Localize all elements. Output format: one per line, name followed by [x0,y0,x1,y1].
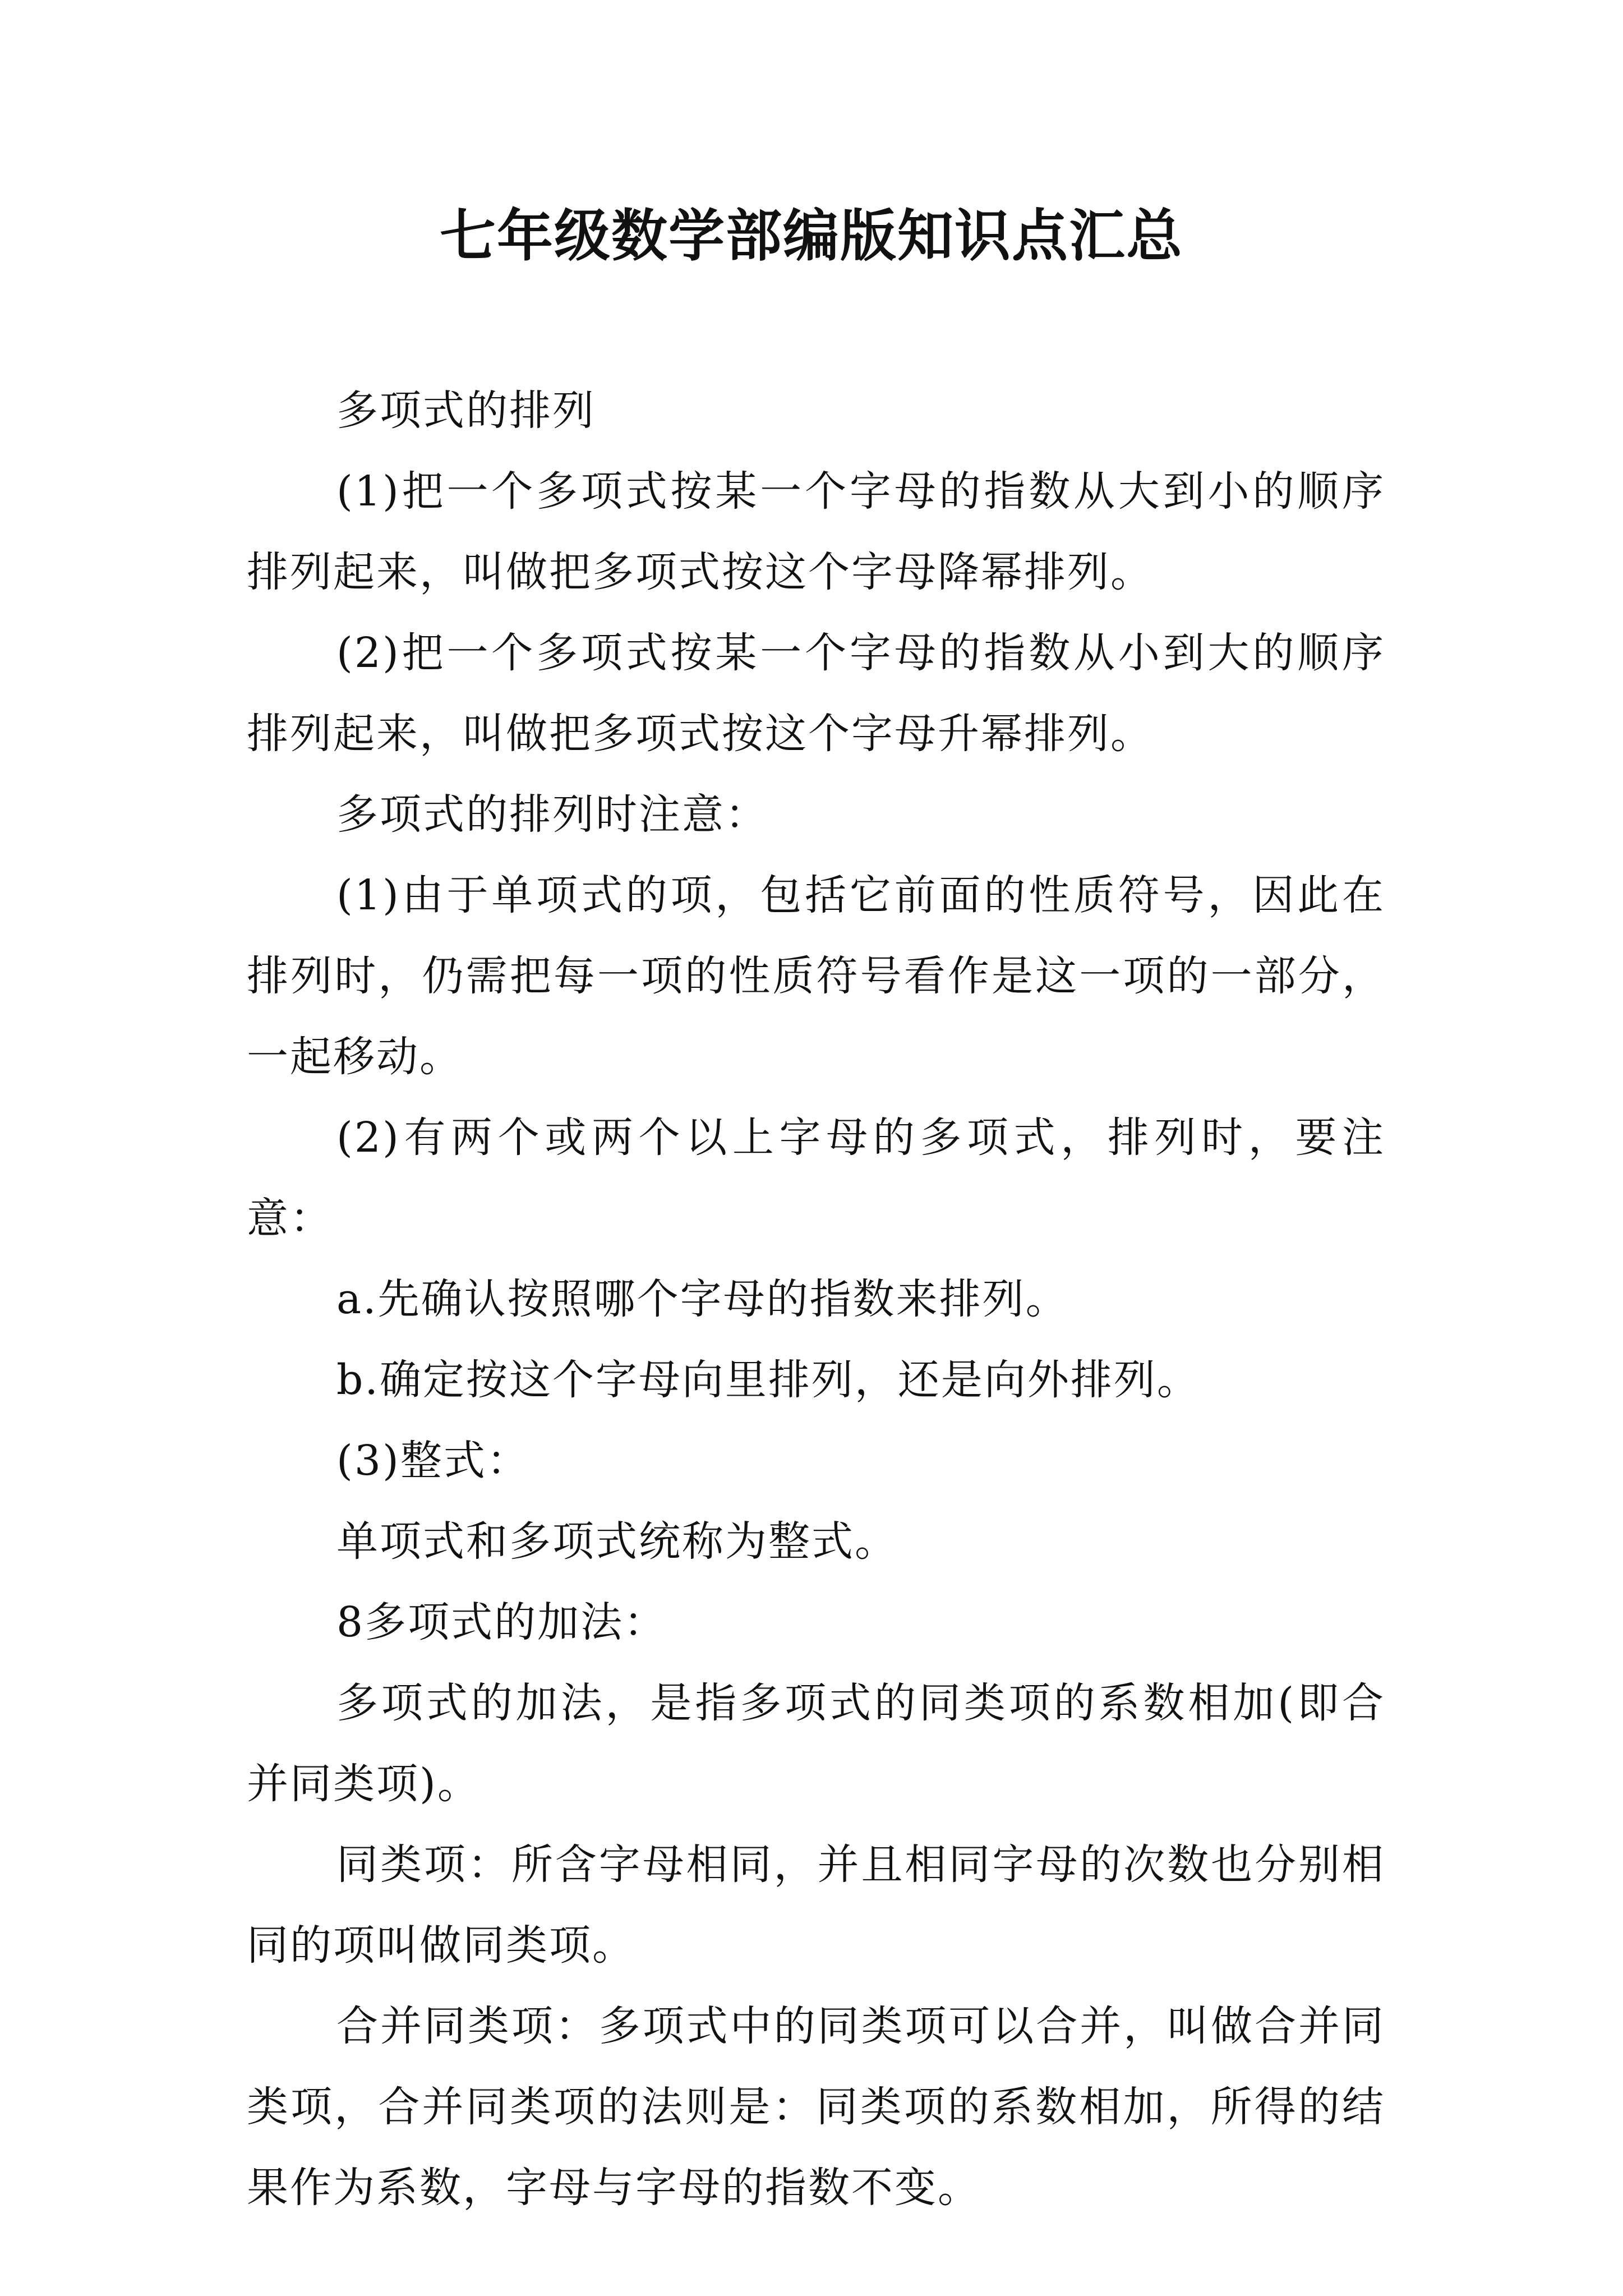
paragraph-integral-expression-heading: (3)整式： [336,1437,530,1485]
paragraph-ascending-order: (2)把一个多项式按某一个字母的指数从小到大的顺序排列起来，叫做把多项式按这个字母升幂排列。 [247,629,1385,758]
paragraph-polynomial-addition-definition: 多项式的加法，是指多项式的同类项的系数相加(即合并同类项)。 [247,1679,1385,1808]
paragraph-note-multiple-letters: (2)有两个或两个以上字母的多项式，排列时，要注意： [247,1114,1385,1243]
paragraph-note-sign-moves-with-term: (1)由于单项式的项，包括它前面的性质符号，因此在排列时，仍需把每一项的性质符号看作是这一项的一部分，一起移动。 [247,871,1385,1081]
paragraph-descending-order: (1)把一个多项式按某一个字母的指数从大到小的顺序排列起来，叫做把多项式按这个字母降幂排列。 [247,467,1385,596]
paragraph-combining-like-terms: 合并同类项：多项式中的同类项可以合并，叫做合并同类项，合并同类项的法则是：同类项的系数相加，所得的结果作为系数，字母与字母的指数不变。 [247,2002,1385,2212]
paragraph-polynomial-addition-heading: 8多项式的加法： [336,1598,667,1646]
paragraph-ordering-notes-heading: 多项式的排列时注意： [336,790,768,839]
paragraph-like-terms-definition: 同类项：所含字母相同，并且相同字母的次数也分别相同的项叫做同类项。 [247,1841,1385,1970]
paragraph-note-b: b.确定按这个字母向里排列，还是向外排列。 [336,1356,1200,1404]
document-body [247,370,1385,2228]
paragraph-heading-polynomial-ordering: 多项式的排列 [336,386,596,435]
paragraph-note-a: a.先确认按照哪个字母的指数来排列。 [336,1275,1069,1323]
paragraph-integral-expression-definition: 单项式和多项式统称为整式。 [336,1517,898,1566]
document-title: 七年级数学部编版知识点汇总 [440,203,1183,269]
